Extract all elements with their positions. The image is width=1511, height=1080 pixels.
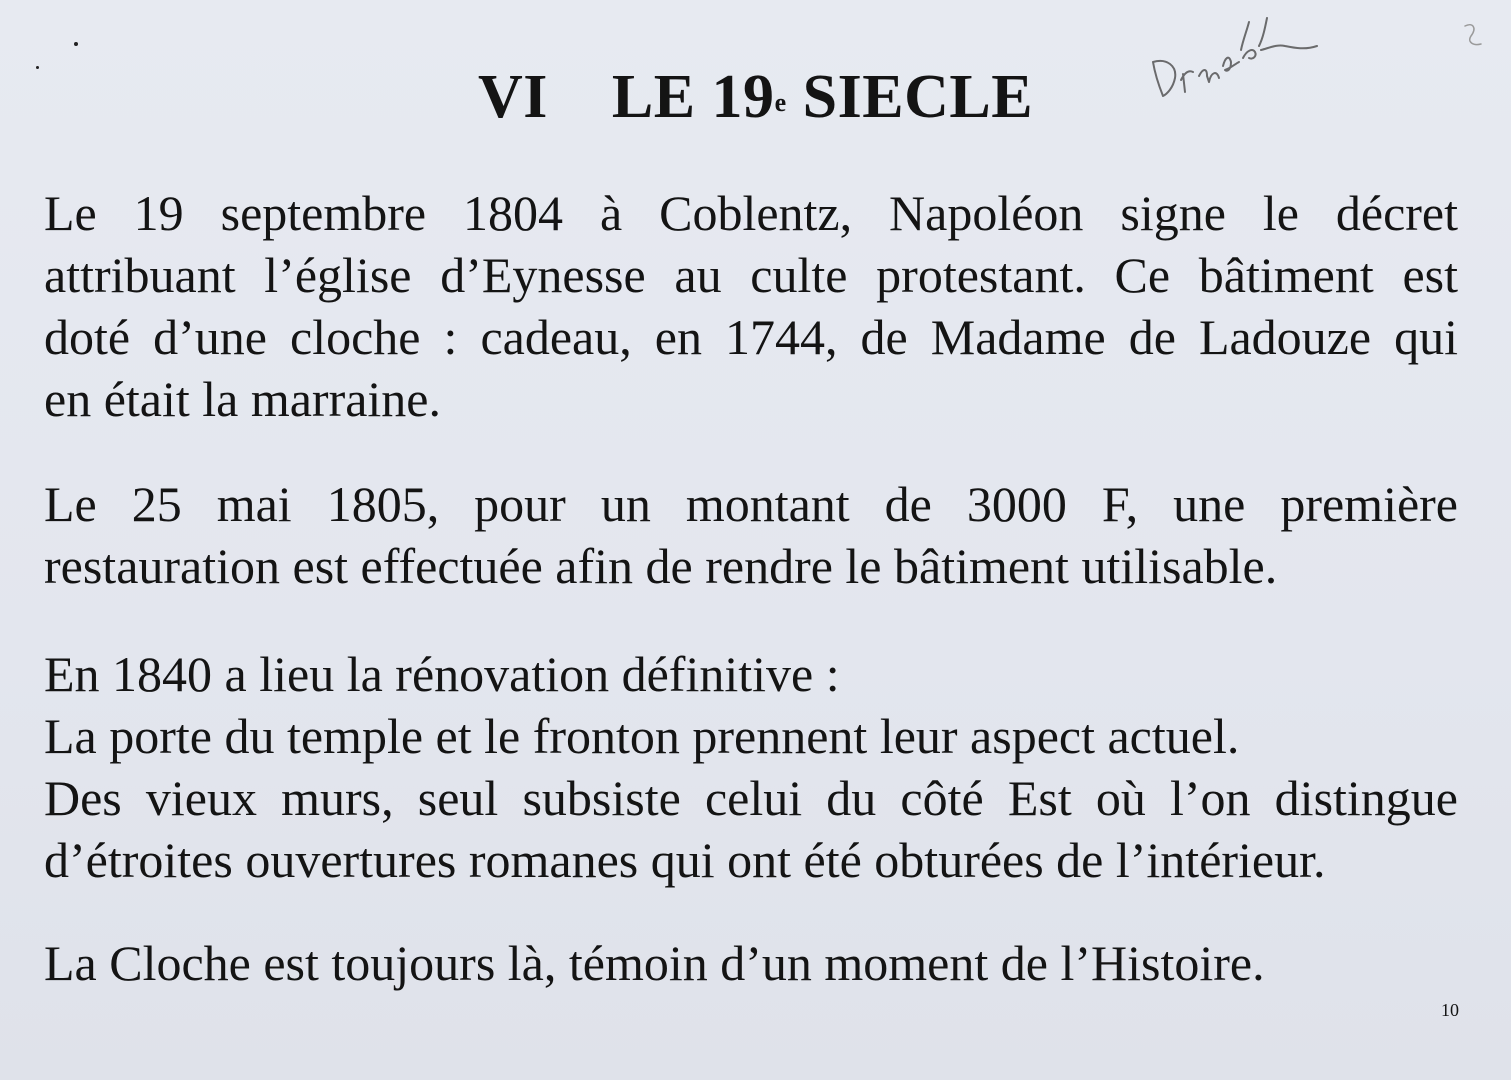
paragraph-line: Le 25 mai 1805, pour un montant de 3000 F, une première xyxy=(44,476,1458,532)
paragraph-line: attribuant l’église d’Eynesse au culte protestant. Ce bâtiment est xyxy=(44,247,1458,303)
title-main-suffix: SIECLE xyxy=(786,63,1034,131)
paragraph-line: Le 19 septembre 1804 à Coblentz, Napoléon signe le décret xyxy=(44,185,1458,241)
title-superscript: e xyxy=(774,88,787,117)
paragraph-renovation-1840 xyxy=(44,643,1458,891)
paragraph-bell-today xyxy=(44,932,1458,994)
title-main-prefix: LE 19 xyxy=(611,63,775,131)
paragraph-line: doté d’une cloche : cadeau, en 1744, de Madame de Ladouze qui xyxy=(44,309,1458,365)
paragraph-line: Des vieux murs, seul subsiste celui du côté Est où l’on distingue xyxy=(44,770,1458,826)
paragraph-line: d’étroites ouvertures romanes qui ont été obturées de l’intérieur. xyxy=(44,832,1326,888)
title-number: VI xyxy=(477,63,548,131)
paragraph-first-restoration xyxy=(44,473,1458,597)
paragraph-line: restauration est effectuée afin de rendre le bâtiment utilisable. xyxy=(44,538,1278,594)
handwritten-annotation xyxy=(1145,10,1345,120)
paragraph-line: La porte du temple et le fronton prennent leur aspect actuel. xyxy=(44,708,1240,764)
paragraph-line: La Cloche est toujours là, témoin d’un moment de l’Histoire. xyxy=(44,935,1265,991)
ink-speck xyxy=(74,42,78,46)
paragraph-line: en était la marraine. xyxy=(44,371,441,427)
paragraph-line: En 1840 a lieu la rénovation définitive : xyxy=(44,646,840,702)
paragraph-napoleon-decree xyxy=(44,182,1458,430)
corner-pencil-mark xyxy=(1459,18,1489,58)
page-number: 10 xyxy=(1441,1000,1459,1020)
